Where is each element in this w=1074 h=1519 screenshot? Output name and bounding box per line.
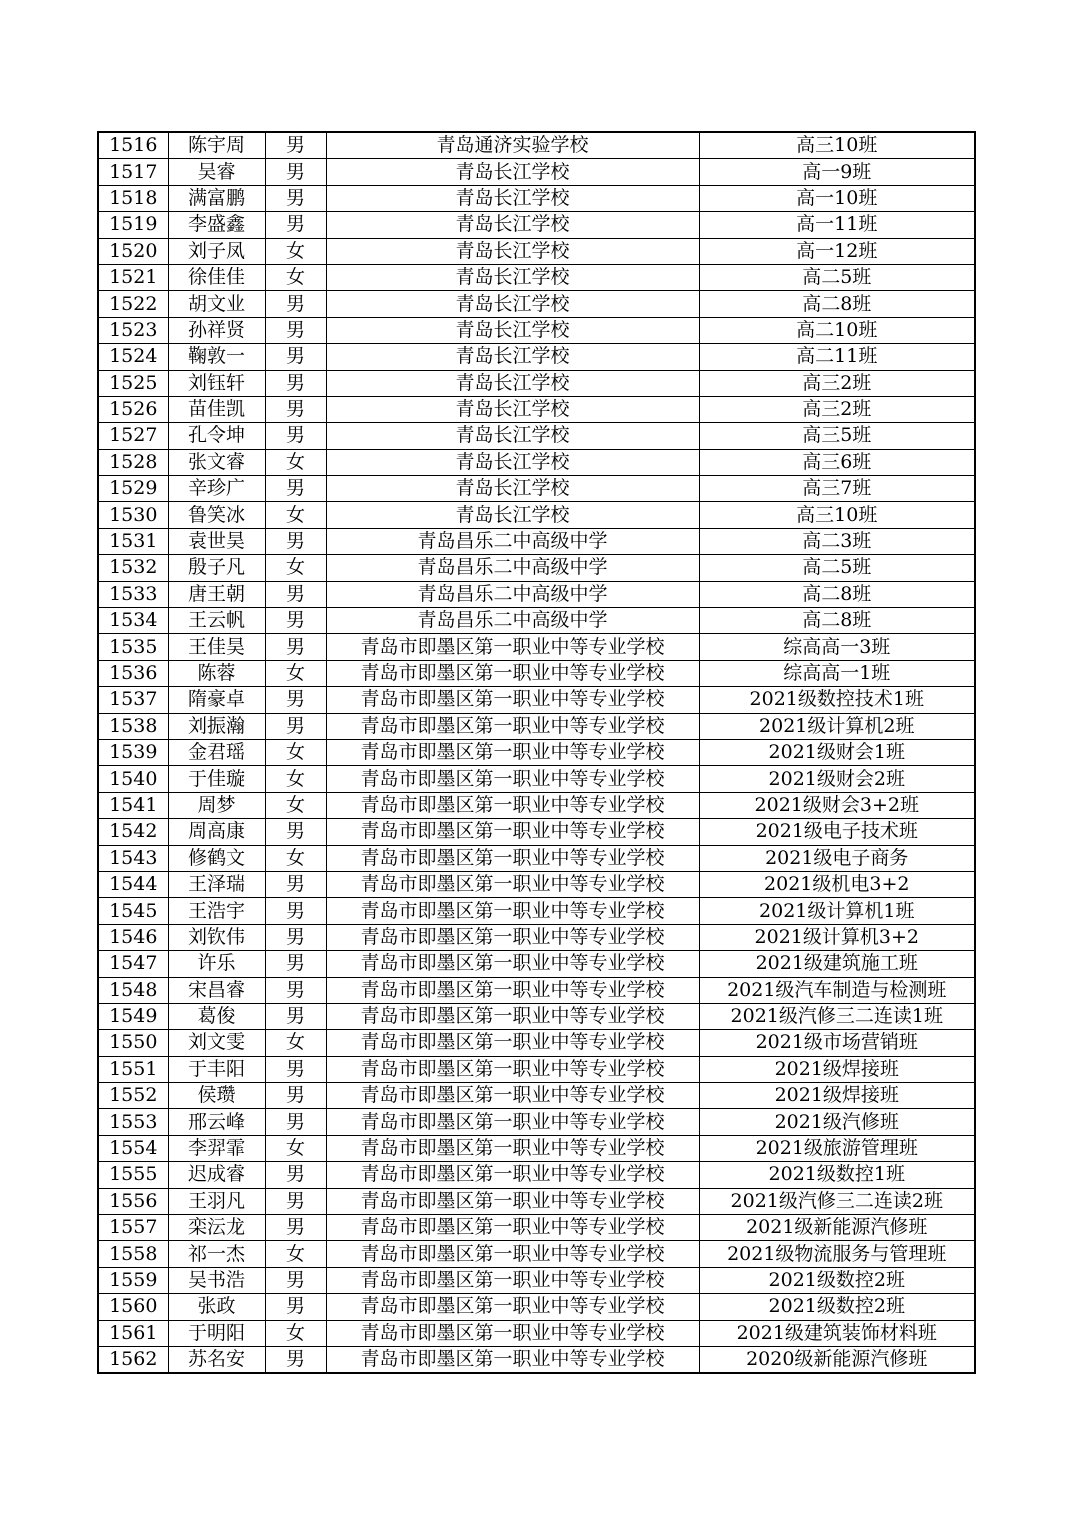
table-row: [98, 766, 975, 792]
gender-cell: 女: [265, 555, 326, 581]
table-row: [98, 370, 975, 396]
table-row: [98, 396, 975, 422]
row-number-cell: 1534: [98, 608, 168, 634]
gender-cell: 男: [265, 1346, 326, 1373]
student-name-cell: 刘文雯: [168, 1030, 265, 1056]
row-number-cell: 1522: [98, 291, 168, 317]
table-row: [98, 1346, 975, 1373]
row-number-cell: 1547: [98, 951, 168, 977]
table-row: [98, 819, 975, 845]
school-cell: 青岛市即墨区第一职业中等专业学校: [326, 792, 699, 818]
row-number-cell: 1550: [98, 1030, 168, 1056]
row-number-cell: 1546: [98, 924, 168, 950]
table-row: [98, 871, 975, 897]
school-cell: 青岛长江学校: [326, 502, 699, 528]
student-name-cell: 满富鹏: [168, 185, 265, 211]
row-number-cell: 1519: [98, 212, 168, 238]
school-cell: 青岛长江学校: [326, 449, 699, 475]
table-row: [98, 1109, 975, 1135]
table-row: [98, 291, 975, 317]
row-number-cell: 1555: [98, 1162, 168, 1188]
gender-cell: 男: [265, 291, 326, 317]
roster-table: [97, 131, 976, 1374]
gender-cell: 男: [265, 1056, 326, 1082]
table-row: [98, 687, 975, 713]
class-cell: 2021级市场营销班: [699, 1030, 975, 1056]
student-name-cell: 王羽凡: [168, 1188, 265, 1214]
table-row: [98, 502, 975, 528]
table-row: [98, 634, 975, 660]
student-name-cell: 鞠敦一: [168, 344, 265, 370]
gender-cell: 男: [265, 687, 326, 713]
school-cell: 青岛市即墨区第一职业中等专业学校: [326, 687, 699, 713]
gender-cell: 女: [265, 845, 326, 871]
table-row: [98, 159, 975, 185]
class-cell: 2021级数控技术1班: [699, 687, 975, 713]
table-row: [98, 423, 975, 449]
school-cell: 青岛市即墨区第一职业中等专业学校: [326, 739, 699, 765]
student-name-cell: 李羿霏: [168, 1135, 265, 1161]
row-number-cell: 1528: [98, 449, 168, 475]
gender-cell: 男: [265, 1003, 326, 1029]
row-number-cell: 1548: [98, 977, 168, 1003]
table-row: [98, 1320, 975, 1346]
student-name-cell: 周高康: [168, 819, 265, 845]
school-cell: 青岛市即墨区第一职业中等专业学校: [326, 1003, 699, 1029]
gender-cell: 男: [265, 528, 326, 554]
gender-cell: 男: [265, 1083, 326, 1109]
student-name-cell: 宋昌睿: [168, 977, 265, 1003]
student-name-cell: 吴睿: [168, 159, 265, 185]
class-cell: 2021级汽修班: [699, 1109, 975, 1135]
student-name-cell: 许乐: [168, 951, 265, 977]
student-name-cell: 苗佳凯: [168, 396, 265, 422]
school-cell: 青岛市即墨区第一职业中等专业学校: [326, 1241, 699, 1267]
row-number-cell: 1549: [98, 1003, 168, 1029]
gender-cell: 男: [265, 951, 326, 977]
table-row: [98, 555, 975, 581]
student-name-cell: 王云帆: [168, 608, 265, 634]
row-number-cell: 1560: [98, 1294, 168, 1320]
gender-cell: 男: [265, 423, 326, 449]
row-number-cell: 1543: [98, 845, 168, 871]
gender-cell: 男: [265, 212, 326, 238]
school-cell: 青岛市即墨区第一职业中等专业学校: [326, 1135, 699, 1161]
row-number-cell: 1516: [98, 132, 168, 159]
row-number-cell: 1559: [98, 1267, 168, 1293]
class-cell: 2021级财会1班: [699, 739, 975, 765]
class-cell: 高二5班: [699, 555, 975, 581]
school-cell: 青岛市即墨区第一职业中等专业学校: [326, 924, 699, 950]
gender-cell: 男: [265, 185, 326, 211]
student-name-cell: 孙祥贤: [168, 317, 265, 343]
row-number-cell: 1523: [98, 317, 168, 343]
class-cell: 高三10班: [699, 132, 975, 159]
class-cell: 2021级财会2班: [699, 766, 975, 792]
class-cell: 高三2班: [699, 370, 975, 396]
school-cell: 青岛市即墨区第一职业中等专业学校: [326, 1109, 699, 1135]
school-cell: 青岛市即墨区第一职业中等专业学校: [326, 1056, 699, 1082]
class-cell: 高三6班: [699, 449, 975, 475]
school-cell: 青岛市即墨区第一职业中等专业学校: [326, 819, 699, 845]
table-row: [98, 1056, 975, 1082]
table-row: [98, 1083, 975, 1109]
table-row: [98, 1241, 975, 1267]
school-cell: 青岛昌乐二中高级中学: [326, 555, 699, 581]
class-cell: 2020级新能源汽修班: [699, 1346, 975, 1373]
school-cell: 青岛市即墨区第一职业中等专业学校: [326, 845, 699, 871]
gender-cell: 男: [265, 1162, 326, 1188]
row-number-cell: 1532: [98, 555, 168, 581]
table-row: [98, 608, 975, 634]
student-name-cell: 苏名安: [168, 1346, 265, 1373]
school-cell: 青岛长江学校: [326, 423, 699, 449]
gender-cell: 女: [265, 502, 326, 528]
table-row: [98, 1003, 975, 1029]
class-cell: 2021级建筑施工班: [699, 951, 975, 977]
gender-cell: 男: [265, 608, 326, 634]
table-row: [98, 1294, 975, 1320]
table-row: [98, 317, 975, 343]
school-cell: 青岛昌乐二中高级中学: [326, 528, 699, 554]
row-number-cell: 1526: [98, 396, 168, 422]
class-cell: 高三10班: [699, 502, 975, 528]
table-row: [98, 132, 975, 159]
school-cell: 青岛市即墨区第一职业中等专业学校: [326, 1294, 699, 1320]
school-cell: 青岛长江学校: [326, 396, 699, 422]
class-cell: 2021级旅游管理班: [699, 1135, 975, 1161]
school-cell: 青岛长江学校: [326, 344, 699, 370]
school-cell: 青岛市即墨区第一职业中等专业学校: [326, 634, 699, 660]
table-row: [98, 924, 975, 950]
school-cell: 青岛市即墨区第一职业中等专业学校: [326, 1188, 699, 1214]
row-number-cell: 1521: [98, 264, 168, 290]
table-row: [98, 185, 975, 211]
table-row: [98, 951, 975, 977]
school-cell: 青岛长江学校: [326, 370, 699, 396]
row-number-cell: 1535: [98, 634, 168, 660]
student-name-cell: 王泽瑞: [168, 871, 265, 897]
gender-cell: 男: [265, 1109, 326, 1135]
gender-cell: 男: [265, 898, 326, 924]
school-cell: 青岛长江学校: [326, 212, 699, 238]
class-cell: 高二8班: [699, 608, 975, 634]
gender-cell: 男: [265, 317, 326, 343]
class-cell: 高二11班: [699, 344, 975, 370]
table-row: [98, 1030, 975, 1056]
gender-cell: 男: [265, 1267, 326, 1293]
row-number-cell: 1562: [98, 1346, 168, 1373]
student-name-cell: 于丰阳: [168, 1056, 265, 1082]
class-cell: 高三7班: [699, 476, 975, 502]
class-cell: 高二5班: [699, 264, 975, 290]
row-number-cell: 1531: [98, 528, 168, 554]
row-number-cell: 1524: [98, 344, 168, 370]
school-cell: 青岛市即墨区第一职业中等专业学校: [326, 951, 699, 977]
school-cell: 青岛市即墨区第一职业中等专业学校: [326, 1215, 699, 1241]
student-name-cell: 王浩宇: [168, 898, 265, 924]
row-number-cell: 1557: [98, 1215, 168, 1241]
school-cell: 青岛通济实验学校: [326, 132, 699, 159]
class-cell: 2021级数控1班: [699, 1162, 975, 1188]
table-row: [98, 212, 975, 238]
gender-cell: 男: [265, 871, 326, 897]
school-cell: 青岛市即墨区第一职业中等专业学校: [326, 1083, 699, 1109]
gender-cell: 男: [265, 1188, 326, 1214]
student-name-cell: 吴书浩: [168, 1267, 265, 1293]
class-cell: 2021级新能源汽修班: [699, 1215, 975, 1241]
gender-cell: 女: [265, 766, 326, 792]
row-number-cell: 1517: [98, 159, 168, 185]
table-row: [98, 792, 975, 818]
row-number-cell: 1539: [98, 739, 168, 765]
student-name-cell: 袁世昊: [168, 528, 265, 554]
row-number-cell: 1552: [98, 1083, 168, 1109]
row-number-cell: 1542: [98, 819, 168, 845]
student-name-cell: 侯瓒: [168, 1083, 265, 1109]
gender-cell: 男: [265, 396, 326, 422]
student-name-cell: 隋豪卓: [168, 687, 265, 713]
table-row: [98, 739, 975, 765]
row-number-cell: 1527: [98, 423, 168, 449]
class-cell: 2021级汽车制造与检测班: [699, 977, 975, 1003]
school-cell: 青岛市即墨区第一职业中等专业学校: [326, 713, 699, 739]
school-cell: 青岛市即墨区第一职业中等专业学校: [326, 1162, 699, 1188]
class-cell: 高三5班: [699, 423, 975, 449]
gender-cell: 女: [265, 1241, 326, 1267]
row-number-cell: 1541: [98, 792, 168, 818]
school-cell: 青岛市即墨区第一职业中等专业学校: [326, 898, 699, 924]
student-name-cell: 李盛鑫: [168, 212, 265, 238]
table-row: [98, 1162, 975, 1188]
student-name-cell: 修鹤文: [168, 845, 265, 871]
class-cell: 高一12班: [699, 238, 975, 264]
student-name-cell: 邢云峰: [168, 1109, 265, 1135]
student-name-cell: 徐佳佳: [168, 264, 265, 290]
school-cell: 青岛市即墨区第一职业中等专业学校: [326, 660, 699, 686]
table-row: [98, 528, 975, 554]
class-cell: 2021级财会3+2班: [699, 792, 975, 818]
table-row: [98, 660, 975, 686]
row-number-cell: 1538: [98, 713, 168, 739]
class-cell: 2021级数控2班: [699, 1267, 975, 1293]
student-name-cell: 陈蓉: [168, 660, 265, 686]
student-name-cell: 刘子凤: [168, 238, 265, 264]
class-cell: 2021级汽修三二连读1班: [699, 1003, 975, 1029]
class-cell: 2021级焊接班: [699, 1083, 975, 1109]
class-cell: 高二3班: [699, 528, 975, 554]
row-number-cell: 1536: [98, 660, 168, 686]
student-name-cell: 张文睿: [168, 449, 265, 475]
student-name-cell: 陈宇周: [168, 132, 265, 159]
table-row: [98, 1135, 975, 1161]
table-row: [98, 476, 975, 502]
gender-cell: 女: [265, 1030, 326, 1056]
gender-cell: 男: [265, 977, 326, 1003]
student-name-cell: 鲁笑冰: [168, 502, 265, 528]
student-name-cell: 刘钦伟: [168, 924, 265, 950]
table-row: [98, 264, 975, 290]
school-cell: 青岛长江学校: [326, 317, 699, 343]
school-cell: 青岛长江学校: [326, 238, 699, 264]
class-cell: 2021级建筑装饰材料班: [699, 1320, 975, 1346]
gender-cell: 男: [265, 132, 326, 159]
row-number-cell: 1553: [98, 1109, 168, 1135]
school-cell: 青岛昌乐二中高级中学: [326, 581, 699, 607]
student-name-cell: 王佳昊: [168, 634, 265, 660]
school-cell: 青岛长江学校: [326, 476, 699, 502]
row-number-cell: 1554: [98, 1135, 168, 1161]
gender-cell: 男: [265, 634, 326, 660]
class-cell: 高三2班: [699, 396, 975, 422]
gender-cell: 男: [265, 713, 326, 739]
class-cell: 2021级物流服务与管理班: [699, 1241, 975, 1267]
school-cell: 青岛市即墨区第一职业中等专业学校: [326, 1030, 699, 1056]
row-number-cell: 1551: [98, 1056, 168, 1082]
gender-cell: 女: [265, 1135, 326, 1161]
class-cell: 高一11班: [699, 212, 975, 238]
table-row: [98, 1215, 975, 1241]
school-cell: 青岛市即墨区第一职业中等专业学校: [326, 871, 699, 897]
student-name-cell: 孔令坤: [168, 423, 265, 449]
class-cell: 2021级汽修三二连读2班: [699, 1188, 975, 1214]
class-cell: 2021级计算机1班: [699, 898, 975, 924]
gender-cell: 男: [265, 344, 326, 370]
row-number-cell: 1556: [98, 1188, 168, 1214]
class-cell: 高二8班: [699, 581, 975, 607]
table-row: [98, 713, 975, 739]
student-name-cell: 周梦: [168, 792, 265, 818]
student-name-cell: 刘钰轩: [168, 370, 265, 396]
table-row: [98, 344, 975, 370]
student-name-cell: 胡文业: [168, 291, 265, 317]
student-name-cell: 张政: [168, 1294, 265, 1320]
school-cell: 青岛市即墨区第一职业中等专业学校: [326, 766, 699, 792]
school-cell: 青岛市即墨区第一职业中等专业学校: [326, 1346, 699, 1373]
student-name-cell: 刘振瀚: [168, 713, 265, 739]
class-cell: 2021级电子技术班: [699, 819, 975, 845]
school-cell: 青岛长江学校: [326, 264, 699, 290]
gender-cell: 男: [265, 1294, 326, 1320]
row-number-cell: 1545: [98, 898, 168, 924]
table-row: [98, 581, 975, 607]
student-name-cell: 唐王朝: [168, 581, 265, 607]
class-cell: 综高高一1班: [699, 660, 975, 686]
student-name-cell: 金君瑶: [168, 739, 265, 765]
gender-cell: 女: [265, 1320, 326, 1346]
gender-cell: 女: [265, 449, 326, 475]
class-cell: 2021级焊接班: [699, 1056, 975, 1082]
table-row: [98, 898, 975, 924]
school-cell: 青岛长江学校: [326, 159, 699, 185]
row-number-cell: 1530: [98, 502, 168, 528]
student-name-cell: 栾沄龙: [168, 1215, 265, 1241]
gender-cell: 男: [265, 476, 326, 502]
school-cell: 青岛昌乐二中高级中学: [326, 608, 699, 634]
row-number-cell: 1520: [98, 238, 168, 264]
gender-cell: 男: [265, 159, 326, 185]
gender-cell: 男: [265, 370, 326, 396]
row-number-cell: 1561: [98, 1320, 168, 1346]
class-cell: 2021级数控2班: [699, 1294, 975, 1320]
row-number-cell: 1544: [98, 871, 168, 897]
table-row: [98, 449, 975, 475]
student-name-cell: 迟成睿: [168, 1162, 265, 1188]
school-cell: 青岛长江学校: [326, 185, 699, 211]
class-cell: 2021级计算机2班: [699, 713, 975, 739]
gender-cell: 女: [265, 739, 326, 765]
student-name-cell: 于佳璇: [168, 766, 265, 792]
roster-body: [98, 132, 975, 1373]
class-cell: 2021级机电3+2: [699, 871, 975, 897]
table-row: [98, 1267, 975, 1293]
school-cell: 青岛市即墨区第一职业中等专业学校: [326, 1320, 699, 1346]
student-name-cell: 于明阳: [168, 1320, 265, 1346]
row-number-cell: 1558: [98, 1241, 168, 1267]
class-cell: 2021级计算机3+2: [699, 924, 975, 950]
class-cell: 2021级电子商务: [699, 845, 975, 871]
table-row: [98, 977, 975, 1003]
row-number-cell: 1533: [98, 581, 168, 607]
school-cell: 青岛市即墨区第一职业中等专业学校: [326, 1267, 699, 1293]
class-cell: 综高高一3班: [699, 634, 975, 660]
class-cell: 高二10班: [699, 317, 975, 343]
gender-cell: 男: [265, 1215, 326, 1241]
gender-cell: 女: [265, 264, 326, 290]
gender-cell: 男: [265, 581, 326, 607]
school-cell: 青岛市即墨区第一职业中等专业学校: [326, 977, 699, 1003]
gender-cell: 男: [265, 819, 326, 845]
class-cell: 高一9班: [699, 159, 975, 185]
student-name-cell: 祁一杰: [168, 1241, 265, 1267]
table-row: [98, 238, 975, 264]
gender-cell: 女: [265, 238, 326, 264]
class-cell: 高二8班: [699, 291, 975, 317]
student-name-cell: 葛俊: [168, 1003, 265, 1029]
gender-cell: 女: [265, 660, 326, 686]
table-row: [98, 1188, 975, 1214]
school-cell: 青岛长江学校: [326, 291, 699, 317]
class-cell: 高一10班: [699, 185, 975, 211]
gender-cell: 女: [265, 792, 326, 818]
table-row: [98, 845, 975, 871]
row-number-cell: 1518: [98, 185, 168, 211]
gender-cell: 男: [265, 924, 326, 950]
student-name-cell: 辛珍广: [168, 476, 265, 502]
row-number-cell: 1525: [98, 370, 168, 396]
row-number-cell: 1540: [98, 766, 168, 792]
row-number-cell: 1537: [98, 687, 168, 713]
row-number-cell: 1529: [98, 476, 168, 502]
student-name-cell: 殷子凡: [168, 555, 265, 581]
